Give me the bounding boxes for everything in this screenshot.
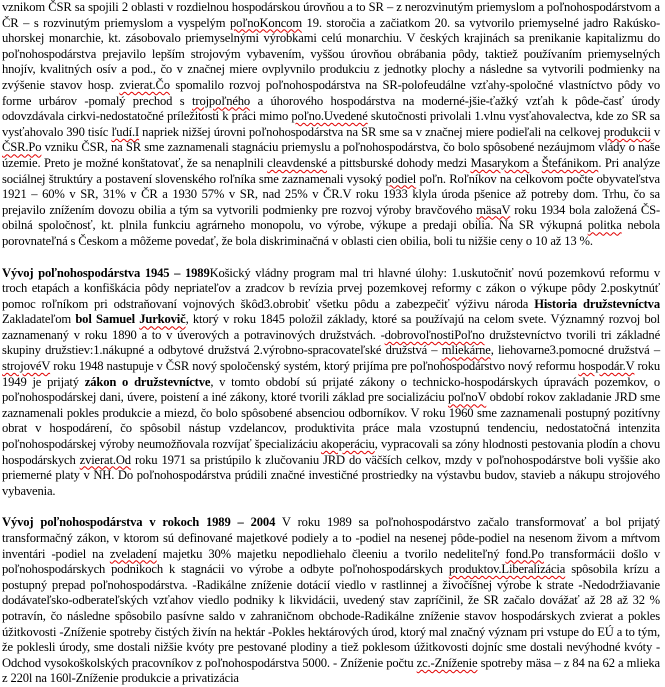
spelling-error: strojovéV bbox=[2, 359, 51, 374]
text-run: vznikom ČSR sa spojili 2 oblasti v rozdielnou hospodárskou úrovňou a to SR – z nerozvinutým priemyslom a poľnohospodárstvom a ČR – s rozvinutým priemyslom a vyspelým bbox=[2, 0, 660, 30]
paragraph-history-1989-2004 bbox=[2, 515, 660, 687]
spelling-error: politka bbox=[587, 218, 622, 233]
text-run: , v tomto období sú prijaté zákony o technicko-hospodárskych úpravách pozemkov, o poľnohospodárskej dani, úvere, poistení a iné zákony, ktoré tvorili základ pre socializáciu bbox=[2, 374, 660, 405]
spelling-error: produktov.Liberalizácia bbox=[448, 562, 566, 577]
spelling-error: poľno.Uvedené bbox=[291, 109, 368, 124]
spelling-error: fond.Po bbox=[505, 546, 544, 561]
text-run: poľn. Roľníkov na celkovom počte obyvateľstva 1921 – 60% v SR, 31% v ČR a 1930 57% v SR, nad 25% v ČR.V roku 1933 klyla úroda pšenice až potreby dom. Trhu, čo sa prejavilo znížením dovozu obilia a tým sa vytvorili podmienky pre rozvoj výroby bravčového bbox=[2, 171, 660, 217]
text-run: období rokov zakladanie JRD sme zaznamenali pokles produkcie a miezd, čo bolo spôsobené absenciou odborníkov. V roku 1960 sme zaznamenali postupný pozitívny obrat v hospodárení, čo spôsobil nástup vzdelancov, produktivita práce mala vzostupnú tendenciu, nedostatočná intenzita poľnohospodárskej výroby neumožňovala rozvíjať špecializáciu bbox=[2, 390, 661, 452]
text-run: roku 1948 nastupuje v ČSR nový spoločenský systém, ktorý prijíma pre poľnohospodárstvo nový reformu bbox=[50, 359, 579, 374]
spelling-error: podiel bbox=[385, 171, 417, 186]
text-run: roku 1934 bola založená ČS-obilná spoločnosť, kt. plnila funkciu agrárneho monopolu, vo výrobe, výkupe a predaji obilia. Na SR výkupná bbox=[2, 202, 661, 233]
text-run: a bbox=[529, 155, 542, 170]
text-run: Zakladateľom bbox=[2, 312, 76, 327]
text-run: transformácii došlo v poľnohospodárskych podnikoch k stagnácii vo výrobe a odbyte poľnohospodárskych bbox=[2, 546, 661, 577]
text-run: roku 1949 je prijatý bbox=[2, 359, 660, 389]
section-heading: Historia družstevníctva bbox=[534, 296, 660, 311]
spelling-error: ľudí.I bbox=[111, 124, 139, 139]
spelling-error: cleavdenské bbox=[267, 155, 328, 170]
text-run: nebola porovnateľná s Českom a môžeme povedať, že bola diskriminačná v oblasti cien obilia, boli tu nižšie ceny o 10 až 13 %. bbox=[2, 218, 661, 248]
spelling-error: poľnoV bbox=[447, 390, 487, 405]
text-run: . Pri analýze sociálnej štruktúry a postavení slovenského roľníka sme zaznamenali vysoký bbox=[2, 155, 660, 186]
text-run: roku 1971 sa pristúpilo k zlučovaniu JRD do väčších celkov, mzdy v poľnohospodárstve boli vyššie ako priemerné platy v NH. Do poľnohospodárstva prúdili značné investičné prostriedky na výstavbu budov, stavieb a nákupu strojového vybavenia. bbox=[2, 452, 660, 498]
section-heading: Vývoj poľnohospodárstva v rokoch 1989 – 2004 bbox=[2, 515, 276, 530]
section-heading: Vývoj poľnohospodárstva 1945 – 1989 bbox=[2, 265, 210, 280]
text-run: , ktorý v roku 1845 položil základy, ktoré sa používajú na celom svete. Významný rozvoj bol zaznamenaný v roku 1890 a to v úverových a potravinových družstvách. - bbox=[2, 312, 660, 342]
text-run: družstevníctvo tvorili tri základné skupiny družstiev:1.nákupné a odbytové družstvá 2.výrobno-spracovateľské družstvá – bbox=[2, 327, 661, 358]
paragraph-history-1918-1945 bbox=[2, 0, 660, 250]
text-run: Košický vládny program mal tri hlavné úlohy: 1.uskutočniť novú pozemkovú reformu v troch etapách a konfiškácia pôdy nepriateľov a zradcov b revízia prvej pozemkovej reformy c zákon o výkupe pôdy 2.poskytnúť pomoc roľníkom pri odstraňovaní vojnových škôd3.obrobiť všetku pôdu a zabezpečiť výživu národa bbox=[2, 265, 660, 311]
paragraph-spacer bbox=[2, 250, 660, 266]
spelling-error: mliekárne bbox=[441, 343, 491, 358]
text-run: skutočnosti privolali 1.vlnu vysťahovalectva, kde zo SR sa vysťahovalo 390 tisíc bbox=[2, 109, 660, 139]
text-run: , vypracovali sa zóny hlodnosti pestovania plodín a chovu hospodárskych bbox=[2, 437, 660, 467]
paragraph-spacer bbox=[2, 499, 660, 515]
spelling-error: Štefánikom bbox=[541, 155, 599, 170]
spelling-error: hospodár.V bbox=[578, 359, 635, 374]
text-run: spotreby mäsa – z 84 na 62 a mlieka z 220l na 160l-Zníženie produkcie a privatizácia bbox=[2, 655, 660, 686]
text-run: spomalilo rozvoj poľnohospodárstva na SR-polofeudálne vzťahy-spoločné vlastníctvo pôdy vo forme urbárov -pomalý prechod s bbox=[2, 77, 660, 108]
spelling-error: zc.-Zníženie bbox=[416, 655, 478, 670]
text-run: napriek nižšej úrovni poľnohospodárstva na SR sme sa v značnej miere podieľali na celkovej bbox=[139, 124, 604, 139]
text-run: a úhorového hospodárstva na moderné-jšie-ťažký vzťah k pôde-časť úrody odovzdávala cirkvi-nedostatočné príležitosti k práci mimo bbox=[2, 93, 660, 124]
bold-text: bol Samuel bbox=[75, 312, 140, 327]
spelling-error: trojpoľného bbox=[192, 93, 251, 108]
document-page bbox=[2, 0, 660, 687]
text-run: vzniku ČSR, na SR sme zaznamenali stagnáciu priemyslu a poľnohospodárstva, čo bolo spôsobené nezáujmom vlády o naše územie. Preto je možné konštatovať, že sa nenaplnili bbox=[2, 140, 660, 170]
text-run: 19. storočia a začiatkom 20. sa vytvorilo priemyselné jadro Rakúsko-uhorskej monarchie, kt. zásobovalo priemyselnými výrobkami celú monarchiu. V českých krajinách sa prenikanie kapitalizmu do poľnohospodárstva prejavilo lepším strojovým vybavením, vyššou úrovňou obrábania pôdy, taktiež používaním priemyselných hnojív, kvalitných osív a pod., čo v značnej miere ovplyvnilo produkciu z jednotky plochy a následne sa vytvorili podmienky na zvýšenie stavov hosp. bbox=[2, 15, 661, 92]
spelling-error: zveladení bbox=[109, 546, 157, 561]
paragraph-history-1945-1989 bbox=[2, 266, 660, 500]
spelling-error: zvierat.Čo bbox=[119, 77, 170, 92]
spelling-error: akoperáciu bbox=[320, 437, 375, 452]
text-run: a pittsburské dohody medzi bbox=[327, 155, 471, 170]
spelling-error: Masarykom bbox=[470, 155, 530, 170]
spelling-error: mäsaV bbox=[476, 202, 511, 217]
text-run: spôsobila krízu a postupný prepad poľnohospodárstva. -Radikálne zníženie dotácií viedlo v rastlinnej a živočíšnej výrobe k strate -Nedodržiavanie dodávateľsko-odberateľských vzťahov viedlo podniky k likvidácii, uvedený stav zapríčinil, že SR začalo dovážať až 28 až 32 % potravín, čo následne spôsobilo pasívne saldo v zahraničnom obchode-Radikálne zníženie stavov hospodárskych zvierat a pokles úžitkovosti -Zníženie spotreby čistých živín na hektár -Pokles hektárových úrod, ktorý mal značný význam pri vstupe do EÚ a to tým, že poklesli úrody, sme dostali nižšie kvóty pre pestované plodiny a tiež poklesom úžitkovosti dojníc sme dostali nevýhodné kvóty -Odchod vysokoškolských pracovníkov z poľnohospodárstva 5000. - Zníženie počtu bbox=[2, 562, 660, 670]
bold-text: zákon o družstevníctve bbox=[84, 374, 211, 389]
spelling-error: poľnoKoncom bbox=[229, 15, 302, 30]
spelling-error: ČSR.Po bbox=[2, 140, 42, 155]
spelling-error: zvierat.Od bbox=[79, 452, 131, 467]
text-run: V roku 1989 sa poľnohospodárstvo začalo transformovať a bol prijatý transformačný zákon, v ktorom sú definované majetkové podiely a to -podiel na nesenej pôde-podiel na nesenom živom a mŕtvom inventári -podiel na bbox=[2, 515, 660, 561]
text-run: majetku 30% majetku nepodliehalo čleeniu a tvorilo nedeliteľný bbox=[156, 546, 506, 561]
spelling-error: Jurkovič bbox=[139, 312, 186, 327]
text-run: , liehovarne3.pomocné družstvá – bbox=[490, 343, 660, 358]
spelling-error: produkcii bbox=[603, 124, 651, 139]
text-run: v bbox=[650, 124, 661, 139]
spelling-error: dobrovoľnostiPoľno bbox=[384, 327, 485, 342]
